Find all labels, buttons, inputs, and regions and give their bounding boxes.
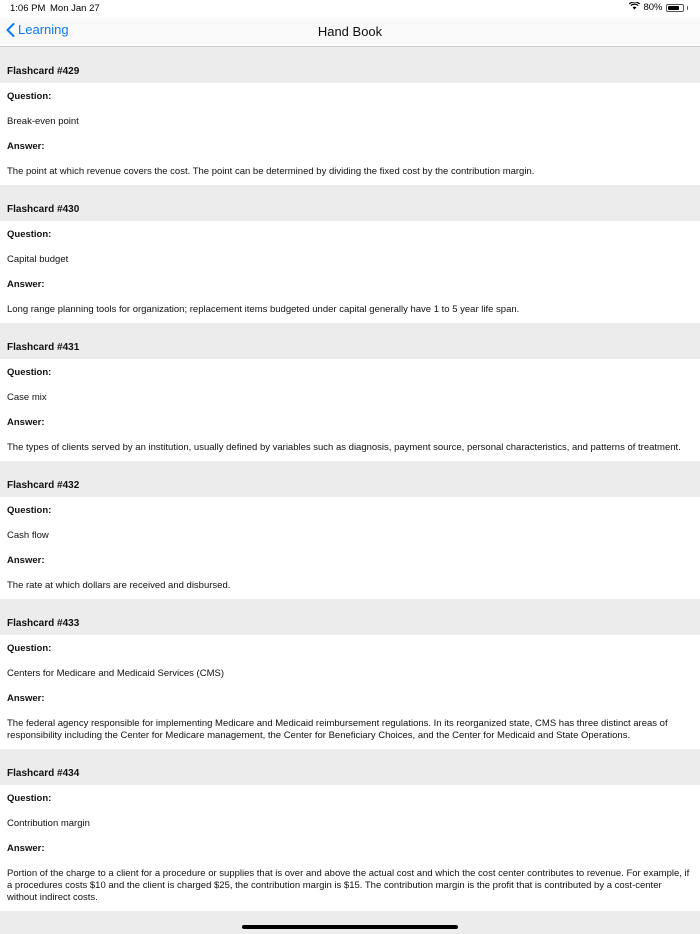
flashcard-list[interactable] [0,47,700,934]
flashcard-title: Flashcard #432 [0,461,700,497]
answer-text: The federal agency responsible for implementing Medicare and Medicaid reimbursement regulations. In its reorganized state, CMS has three distinct areas of responsibility including the Center for Medicare management, the Center for Beneficiary Choices, and the Center for Medicaid and State Operations. [7,718,668,741]
battery-tip [687,6,689,10]
flashcard [0,749,700,911]
answer-label: Answer: [7,141,45,152]
answer-label: Answer: [7,693,45,704]
battery-percent: 80% [643,2,663,13]
answer-label: Answer: [7,417,45,428]
battery-icon [666,4,684,12]
wifi-icon [629,2,640,13]
flashcard-body [0,497,700,599]
answer-text: The rate at which dollars are received and disbursed. [7,580,231,591]
answer-label: Answer: [7,843,45,854]
answer-label: Answer: [7,279,45,290]
flashcard [0,461,700,599]
question-text: Break-even point [7,116,79,127]
question-label: Question: [7,643,52,654]
answer-text: Portion of the charge to a client for a procedure or supplies that is over and above the actual cost and which the cost center contributes to revenue. For example, if a procedures costs $10 and the client is charged $25, the contribution margin is $15. The contribution margin is the profit that is contributed by a cost-center without indirect costs. [7,868,690,903]
status-indicators [629,2,688,13]
question-label: Question: [7,91,52,102]
flashcard-title: Flashcard #433 [0,599,700,635]
answer-label: Answer: [7,555,45,566]
navigation-bar [0,18,700,47]
question-text: Capital budget [7,254,69,265]
question-label: Question: [7,367,52,378]
flashcard-title: Flashcard #431 [0,323,700,359]
flashcard [0,323,700,461]
question-label: Question: [7,229,52,240]
status-time: 1:06 PM [10,3,46,14]
flashcard [0,185,700,323]
flashcard [0,47,700,185]
status-bar [0,0,700,18]
flashcard-body [0,359,700,461]
flashcard-title: Flashcard #430 [0,185,700,221]
question-label: Question: [7,505,52,516]
home-indicator[interactable] [242,925,458,929]
flashcard-body [0,635,700,749]
flashcard-body [0,221,700,323]
flashcard-body [0,785,700,911]
question-text: Centers for Medicare and Medicaid Services (CMS) [7,668,224,679]
answer-text: The point at which revenue covers the cost. The point can be determined by dividing the fixed cost by the contribution margin. [7,166,535,177]
flashcard-title: Flashcard #434 [0,749,700,785]
flashcard-title: Flashcard #429 [0,47,700,83]
back-button-label: Learning [18,22,69,37]
flashcard-body [0,83,700,185]
question-label: Question: [7,793,52,804]
list-section-divider [0,911,700,934]
question-text: Contribution margin [7,818,90,829]
flashcard [0,599,700,749]
answer-text: The types of clients served by an institution, usually defined by variables such as diagnosis, payment source, personal characteristics, and patterns of treatment. [7,442,681,453]
question-text: Case mix [7,392,47,403]
answer-text: Long range planning tools for organization; replacement items budgeted under capital generally have 1 to 5 year life span. [7,304,520,315]
page-title: Hand Book [317,24,383,39]
status-date: Mon Jan 27 [50,3,100,14]
question-text: Cash flow [7,530,49,541]
